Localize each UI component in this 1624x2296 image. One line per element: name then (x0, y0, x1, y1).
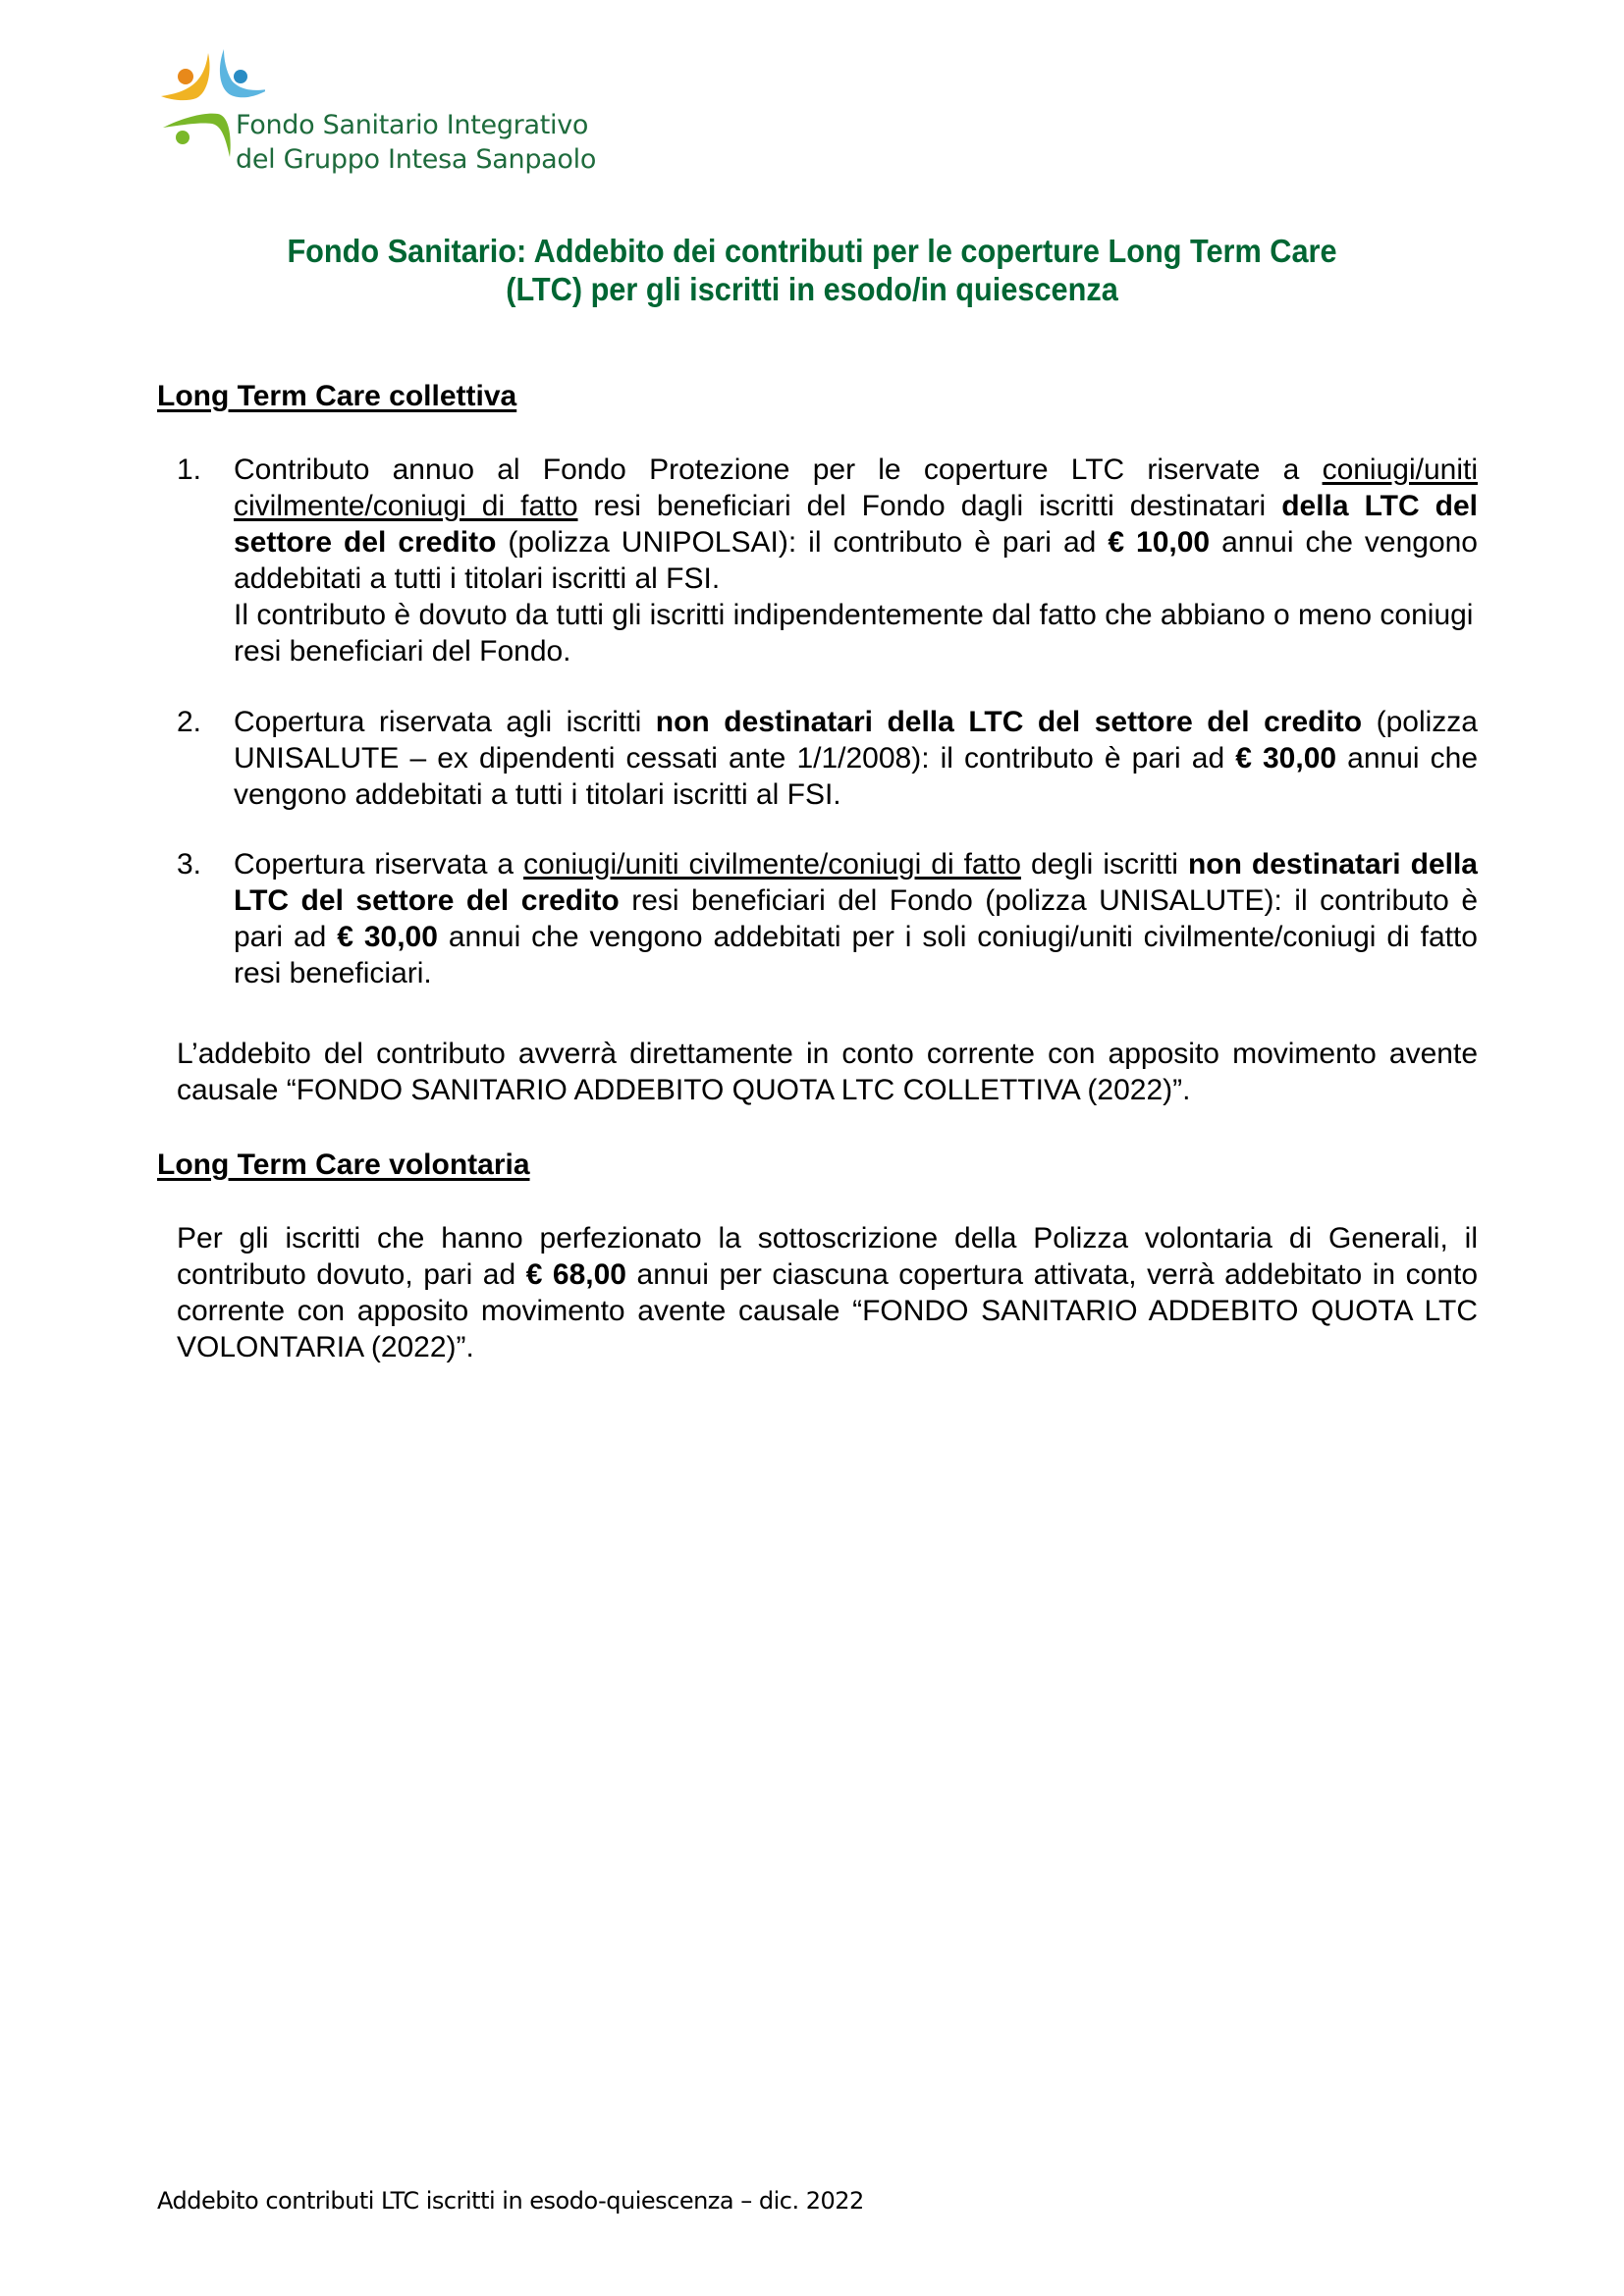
text-run: annui che vengono addebitati a tutti i titolari iscritti al FSI. (234, 742, 1479, 811)
section-heading-volontaria: Long Term Care volontaria (157, 1148, 530, 1181)
logo-line-1: Fondo Sanitario Integrativo (236, 110, 589, 140)
text-run: Copertura riservata a (234, 848, 524, 881)
logo-green-arm (163, 114, 231, 157)
text-run: Per gli iscritti che hanno perfezionato la sottoscrizione della Polizza volontaria di Generali, il contributo dovuto, pari ad (177, 1222, 1478, 1291)
amount: € 30,00 (1235, 742, 1337, 774)
text-run: (polizza UNISALUTE – ex dipendenti cessati ante 1/1/2008): il contributo è pari ad (234, 706, 1478, 774)
volontaria-paragraph (177, 1220, 1478, 1365)
list-item-body (234, 704, 1478, 813)
page-footer: Addebito contributi LTC iscritti in esodo-quiescenza – dic. 2022 (157, 2187, 864, 2215)
amount: € 10,00 (1108, 526, 1211, 559)
text-run: annui che vengono addebitati a tutti i titolari iscritti al FSI. (234, 526, 1478, 595)
list-item-body (234, 452, 1478, 669)
logo-orange-dot (178, 69, 193, 84)
text-run: Copertura riservata agli iscritti (234, 706, 656, 738)
bold-text: non destinatari della LTC del settore del credito (655, 706, 1363, 738)
amount: € 30,00 (337, 921, 438, 953)
text-run: degli iscritti (1020, 848, 1188, 881)
list-number: 3. (177, 848, 202, 881)
collettiva-debit-note: L’addebito del contributo avverrà direttamente in conto corrente con apposito movimento avente causale “FONDO SANITARIO ADDEBITO QUOTA LTC COLLETTIVA (2022)”. (177, 1038, 1478, 1106)
logo-green-dot (176, 131, 189, 144)
list-item-body (234, 846, 1478, 991)
list-item (177, 452, 1478, 669)
text-run: resi beneficiari del Fondo dagli iscritti destinatari (577, 490, 1282, 522)
text-run: Contributo annuo al Fondo Protezione per le coperture LTC riservate a (234, 454, 1323, 486)
title-line-2: (LTC) per gli iscritti in esodo/in quiescenza (506, 271, 1118, 307)
title-line-1: Fondo Sanitario: Addebito dei contributi per le coperture Long Term Care (287, 233, 1337, 269)
list-item (177, 704, 1478, 813)
list-item-note: Il contributo è dovuto da tutti gli iscritti indipendentemente dal fatto che abbiano o meno coniugi resi beneficiari del Fondo. (234, 599, 1474, 667)
logo-blue-dot (234, 70, 247, 83)
bold-text: non destinatari della LTC del settore del credito (234, 848, 1478, 917)
logo (157, 41, 628, 188)
list-number: 1. (177, 454, 202, 486)
text-run: resi beneficiari del Fondo (polizza UNISALUTE): il contributo è pari ad (234, 884, 1479, 953)
amount: € 68,00 (525, 1258, 626, 1291)
list-item (177, 846, 1478, 991)
bold-text: della LTC del settore del credito (234, 490, 1479, 559)
underlined-text: coniugi/uniti civilmente/coniugi di fatto (234, 454, 1478, 522)
logo-line-2: del Gruppo Intesa Sanpaolo (236, 144, 597, 175)
list-number: 2. (177, 706, 202, 738)
text-run: annui che vengono addebitati per i soli coniugi/uniti civilmente/coniugi di fatto resi beneficiari. (234, 921, 1478, 989)
section-heading-collettiva: Long Term Care collettiva (157, 380, 517, 412)
logo-text (236, 108, 596, 177)
text-run: (polizza UNIPOLSAI): il contributo è pari ad (496, 526, 1109, 559)
text-run: annui per ciascuna copertura attivata, verrà addebitato in conto corrente con apposito movimento avente causale “FONDO SANITARIO ADDEBITO QUOTA LTC VOLONTARIA (2022)”. (177, 1258, 1479, 1363)
underlined-text: coniugi/uniti civilmente/coniugi di fatto (523, 848, 1021, 881)
page-title (193, 232, 1430, 308)
